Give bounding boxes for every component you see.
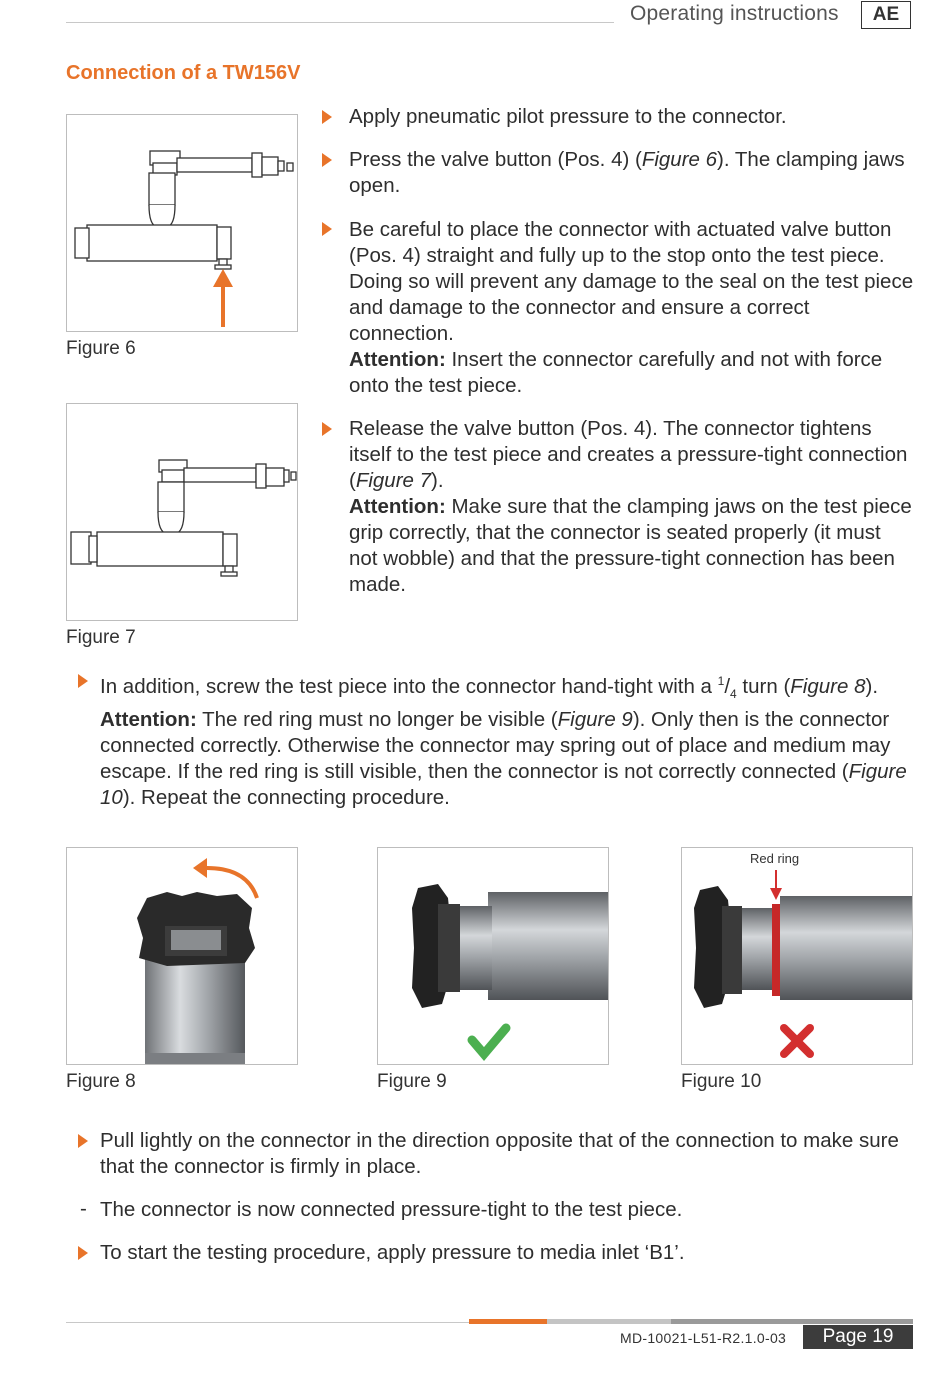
figure-10-caption: Figure 10 — [681, 1071, 762, 1092]
dash-marker: - — [80, 1197, 87, 1220]
figure-7-caption: Figure 7 — [66, 627, 136, 648]
step-8: To start the testing procedure, apply pressure to media inlet ‘B1’. — [100, 1241, 685, 1264]
bullet-arrow-icon — [322, 110, 332, 124]
bullet-arrow-icon — [322, 422, 332, 436]
footer-bar — [547, 1319, 671, 1324]
figure-8-image — [66, 847, 298, 1065]
check-icon — [472, 1028, 506, 1054]
figure-10-image — [681, 847, 913, 1065]
red-ring-label: Red ring — [750, 851, 800, 866]
incorrect-connection-photo-icon — [682, 848, 912, 1064]
language-badge: AE — [861, 1, 911, 29]
step-3: Be careful to place the connector with actuated valve button (Pos. 4) straight and fully up to the stop onto the test piece. Doing so will prevent any damage to the seal on the test piece and damage to the connector and ensure a correct connection. Attention: Insert the connector carefully and not with force onto the test piece. — [349, 218, 914, 397]
step-1: Apply pneumatic pilot pressure to the connector. — [349, 105, 787, 128]
figure-6-image — [66, 114, 298, 332]
bullet-arrow-icon — [322, 222, 332, 236]
bullet-arrow-icon — [78, 1246, 88, 1260]
bullet-arrow-icon — [78, 1134, 88, 1148]
figure-6-caption: Figure 6 — [66, 338, 136, 359]
step-6: Pull lightly on the connector in the direction opposite that of the connection to make sure that the connector is firmly in place. — [100, 1129, 899, 1178]
header-rule — [66, 22, 614, 23]
correct-connection-photo-icon — [378, 848, 608, 1064]
footer-bar — [671, 1319, 913, 1324]
bullet-arrow-icon — [322, 153, 332, 167]
bullet-arrow-icon — [78, 674, 88, 688]
rotate-knob-photo-icon — [67, 848, 297, 1064]
connector-drawing-icon — [67, 115, 297, 331]
cross-icon — [784, 1028, 810, 1054]
footer-accent-bar — [469, 1319, 547, 1324]
document-id: MD-10021-L51-R2.1.0-03 — [620, 1330, 787, 1346]
figure-7-image — [66, 403, 298, 621]
step-4: Release the valve button (Pos. 4). The connector tightens itself to the test piece and creates a pressure-tight connection (Figure 7). Attention: Make sure that the clamping jaws on the test piece grip correctly, that the connector is seated properly (it must not wobble) and that the pressure-tight connection has been made. — [349, 417, 912, 596]
step-2: Press the valve button (Pos. 4) (Figure 6). The clamping jaws open. — [349, 148, 905, 197]
step-7: The connector is now connected pressure-tight to the test piece. — [100, 1198, 683, 1221]
figure-9-image — [377, 847, 609, 1065]
figure-9-caption: Figure 9 — [377, 1071, 447, 1092]
figure-8-caption: Figure 8 — [66, 1071, 136, 1092]
connector-drawing-icon — [67, 404, 297, 620]
header-title: Operating instructions — [630, 2, 839, 25]
section-title: Connection of a TW156V — [66, 62, 301, 84]
step-5: In addition, screw the test piece into the connector hand-tight with a $^1/_4$ turn (Figure 8). Attention: The red ring must no longer be visible (Figure 9). Only then is the connector connected correctly. Otherwise the connector may spring out of place and medium may escape. If the red ring is still visible, then the connector is not correctly connected (Figure 10). Repeat the connecting procedure. — [100, 674, 907, 809]
page-number: Page 19 — [803, 1325, 913, 1349]
